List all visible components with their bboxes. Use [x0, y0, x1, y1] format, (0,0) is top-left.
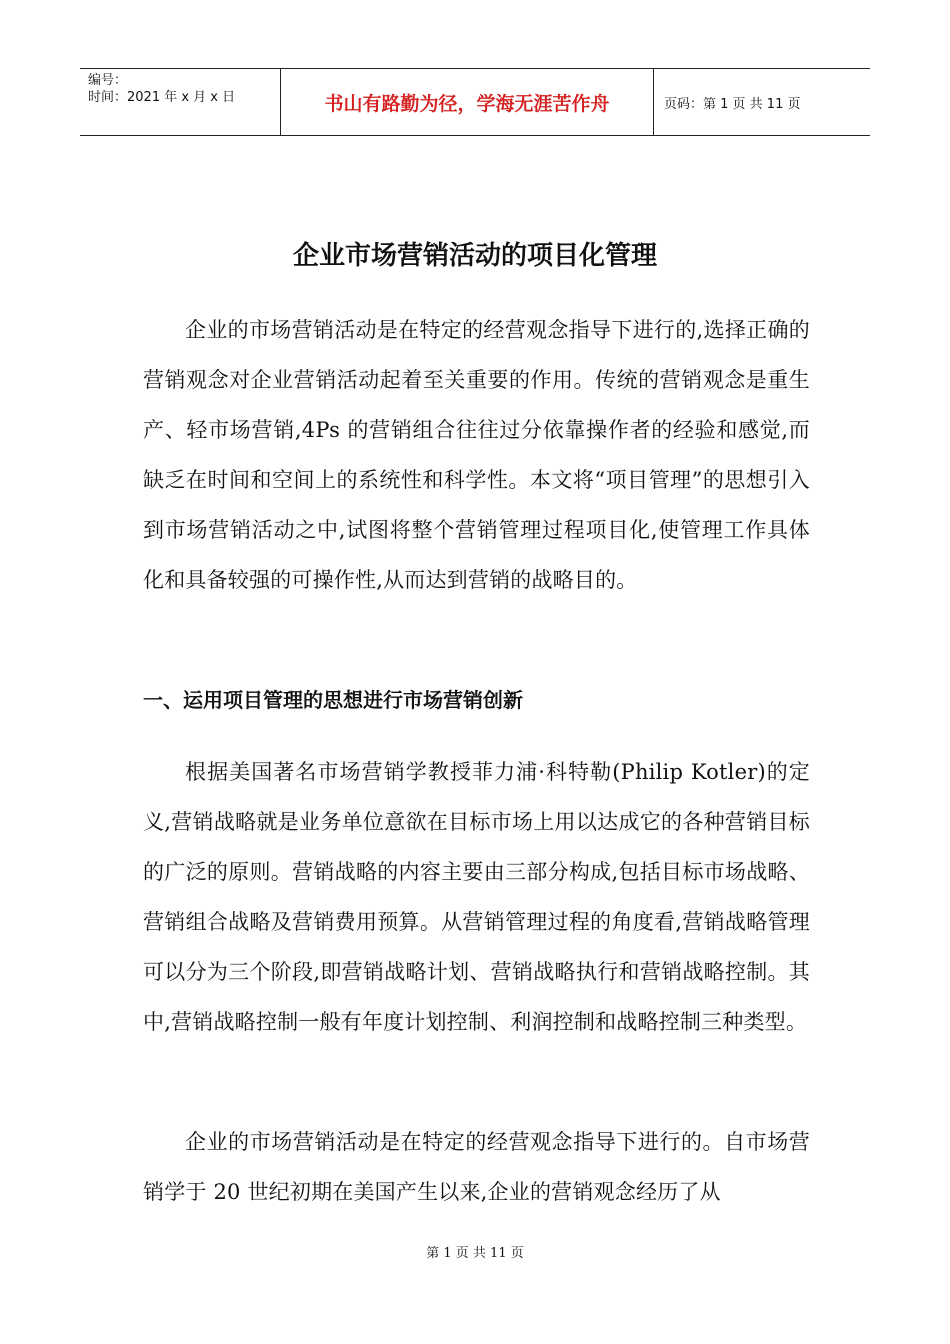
paragraph-kotler: 根据美国著名市场营销学教授菲力浦·科特勒(Philip Kotler)的定义,营销战略就是业务单位意欲在目标市场上用以达成它的各种营销目标的广泛的原则。营销战略的内容主要由三部分构成,包括目标市场战略、营销组合战略及营销费用预算。从营销管理过程的角度看,营销战略管理可以分为三个阶段,即营销战略计划、营销战略执行和营销战略控制。其中,营销战略控制一般有年度计划控制、利润控制和战略控制三种类型。 — [143, 760, 810, 1034]
section-heading: 一、运用项目管理的思想进行市场营销创新 — [143, 688, 523, 712]
document-header — [80, 68, 870, 136]
page-info: 页码：第 1 页 共 11 页 — [664, 96, 801, 112]
header-page-cell — [654, 69, 870, 135]
paragraph-concepts: 企业的市场营销活动是在特定的经营观念指导下进行的。自市场营销学于 20 世纪初期在美国产生以来,企业的营销观念经历了从 — [143, 1130, 810, 1204]
document-title: 企业市场营销活动的项目化管理 — [292, 241, 657, 271]
paragraph-intro: 企业的市场营销活动是在特定的经营观念指导下进行的,选择正确的营销观念对企业营销活动起着至关重要的作用。传统的营销观念是重生产、轻市场营销,4Ps 的营销组合往往过分依靠操作者的经验和感觉,而缺乏在时间和空间上的系统性和科学性。本文将“项目管理”的思想引入到市场营销活动之中,试图将整个营销管理过程项目化,使管理工作具体化和具备较强的可操作性,从而达到营销的战略目的。 — [143, 318, 810, 592]
page-footer: 第 1 页 共 11 页 — [426, 1246, 524, 1261]
time-label: 时间：2021 年 x 月 x 日 — [88, 90, 236, 105]
header-motto-cell — [281, 69, 654, 135]
motto-text: 书山有路勤为径，学海无涯苦作舟 — [324, 92, 610, 115]
number-label: 编号： — [88, 73, 128, 88]
header-meta-cell — [80, 69, 281, 135]
